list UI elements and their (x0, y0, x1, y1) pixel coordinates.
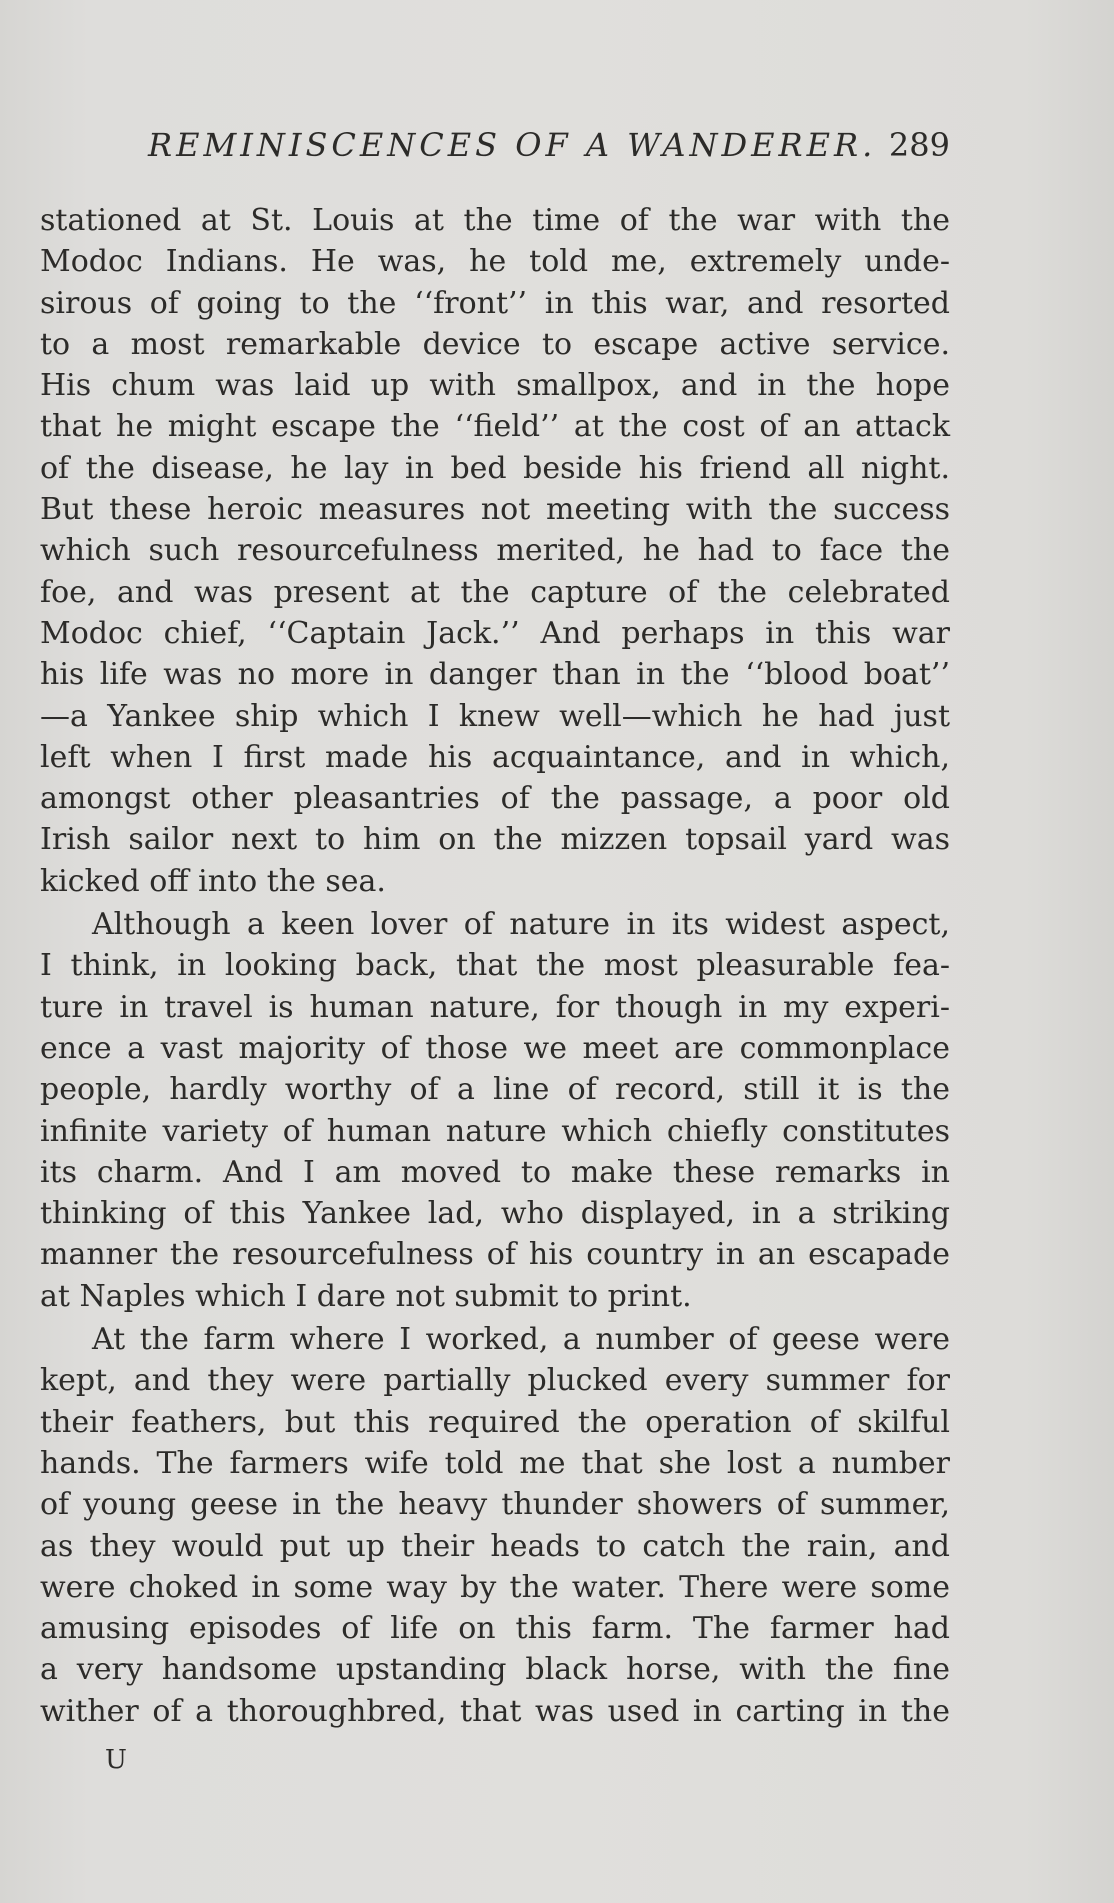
signature-mark: U (105, 1745, 127, 1775)
text-line: his life was no more in danger than in the ‘‘blood boat’’ (40, 657, 950, 693)
text-line: kicked off into the sea. (40, 863, 386, 899)
text-line: Modoc chief, ‘‘Captain Jack.’’ And perhaps in this war (40, 615, 950, 651)
text-line: stationed at St. Louis at the time of the war with the (40, 203, 950, 238)
running-title: REMINISCENCES OF A WANDERER. (148, 126, 877, 164)
text-line: manner the resourcefulness of his country in an escapade (40, 1237, 950, 1273)
paragraph-3 (40, 1319, 950, 1732)
text-line: as they would put up their heads to catch the rain, and (40, 1528, 950, 1564)
text-line: Modoc Indians. He was, he told me, extremely unde- (40, 244, 950, 280)
text-line: infinite variety of human nature which chiefly constitutes (40, 1113, 950, 1149)
text-line: their feathers, but this required the operation of skilful (40, 1404, 950, 1440)
text-line: amusing episodes of life on this farm. The farmer had (40, 1611, 950, 1647)
text-line: that he might escape the ‘‘field’’ at the cost of an attack (40, 409, 950, 445)
text-line: people, hardly worthy of a line of record, still it is the (40, 1072, 950, 1108)
page-number: 289 (888, 126, 950, 164)
text-line: —a Yankee ship which I knew well—which he had just (40, 698, 950, 734)
text-line: to a most remarkable device to escape active service. (40, 326, 950, 362)
text-line: were choked in some way by the water. There were some (40, 1569, 950, 1605)
text-line: ence a vast majority of those we meet are commonplace (40, 1030, 950, 1066)
text-line: But these heroic measures not meeting with the success (40, 492, 950, 528)
text-line: at Naples which I dare not submit to print. (40, 1278, 692, 1314)
text-line: which such resourcefulness merited, he had to face the (40, 533, 950, 569)
paragraph-2 (40, 904, 950, 1317)
text-line: Irish sailor next to him on the mizzen topsail yard was (40, 822, 950, 858)
running-head (40, 126, 950, 170)
text-line: its charm. And I am moved to make these remarks in (40, 1154, 950, 1190)
text-line: hands. The farmers wife told me that she lost a number (40, 1445, 950, 1481)
text-line: Although a keen lover of nature in its widest aspect, (92, 907, 950, 943)
text-line: His chum was laid up with smallpox, and in the hope (40, 368, 950, 404)
text-line: a very handsome upstanding black horse, with the fine (40, 1652, 950, 1688)
text-line: I think, in looking back, that the most pleasurable fea- (40, 948, 950, 984)
text-line: At the farm where I worked, a number of geese were (92, 1322, 950, 1358)
text-line: sirous of going to the ‘‘front’’ in this war, and resorted (40, 285, 950, 321)
text-line: of the disease, he lay in bed beside his friend all night. (40, 450, 950, 486)
text-line: of young geese in the heavy thunder showers of summer, (40, 1487, 950, 1523)
paragraph-1 (40, 200, 950, 902)
text-line: ture in travel is human nature, for though in my experi- (40, 989, 950, 1025)
body-text (40, 200, 950, 1732)
text-line: wither of a thoroughbred, that was used in carting in the (40, 1693, 950, 1729)
text-line: foe, and was present at the capture of the celebrated (40, 574, 950, 610)
text-line: thinking of this Yankee lad, who displayed, in a striking (40, 1196, 950, 1232)
text-line: kept, and they were partially plucked every summer for (40, 1363, 950, 1399)
text-line: left when I first made his acquaintance, and in which, (40, 739, 950, 775)
text-line: amongst other pleasantries of the passage, a poor old (40, 781, 950, 817)
